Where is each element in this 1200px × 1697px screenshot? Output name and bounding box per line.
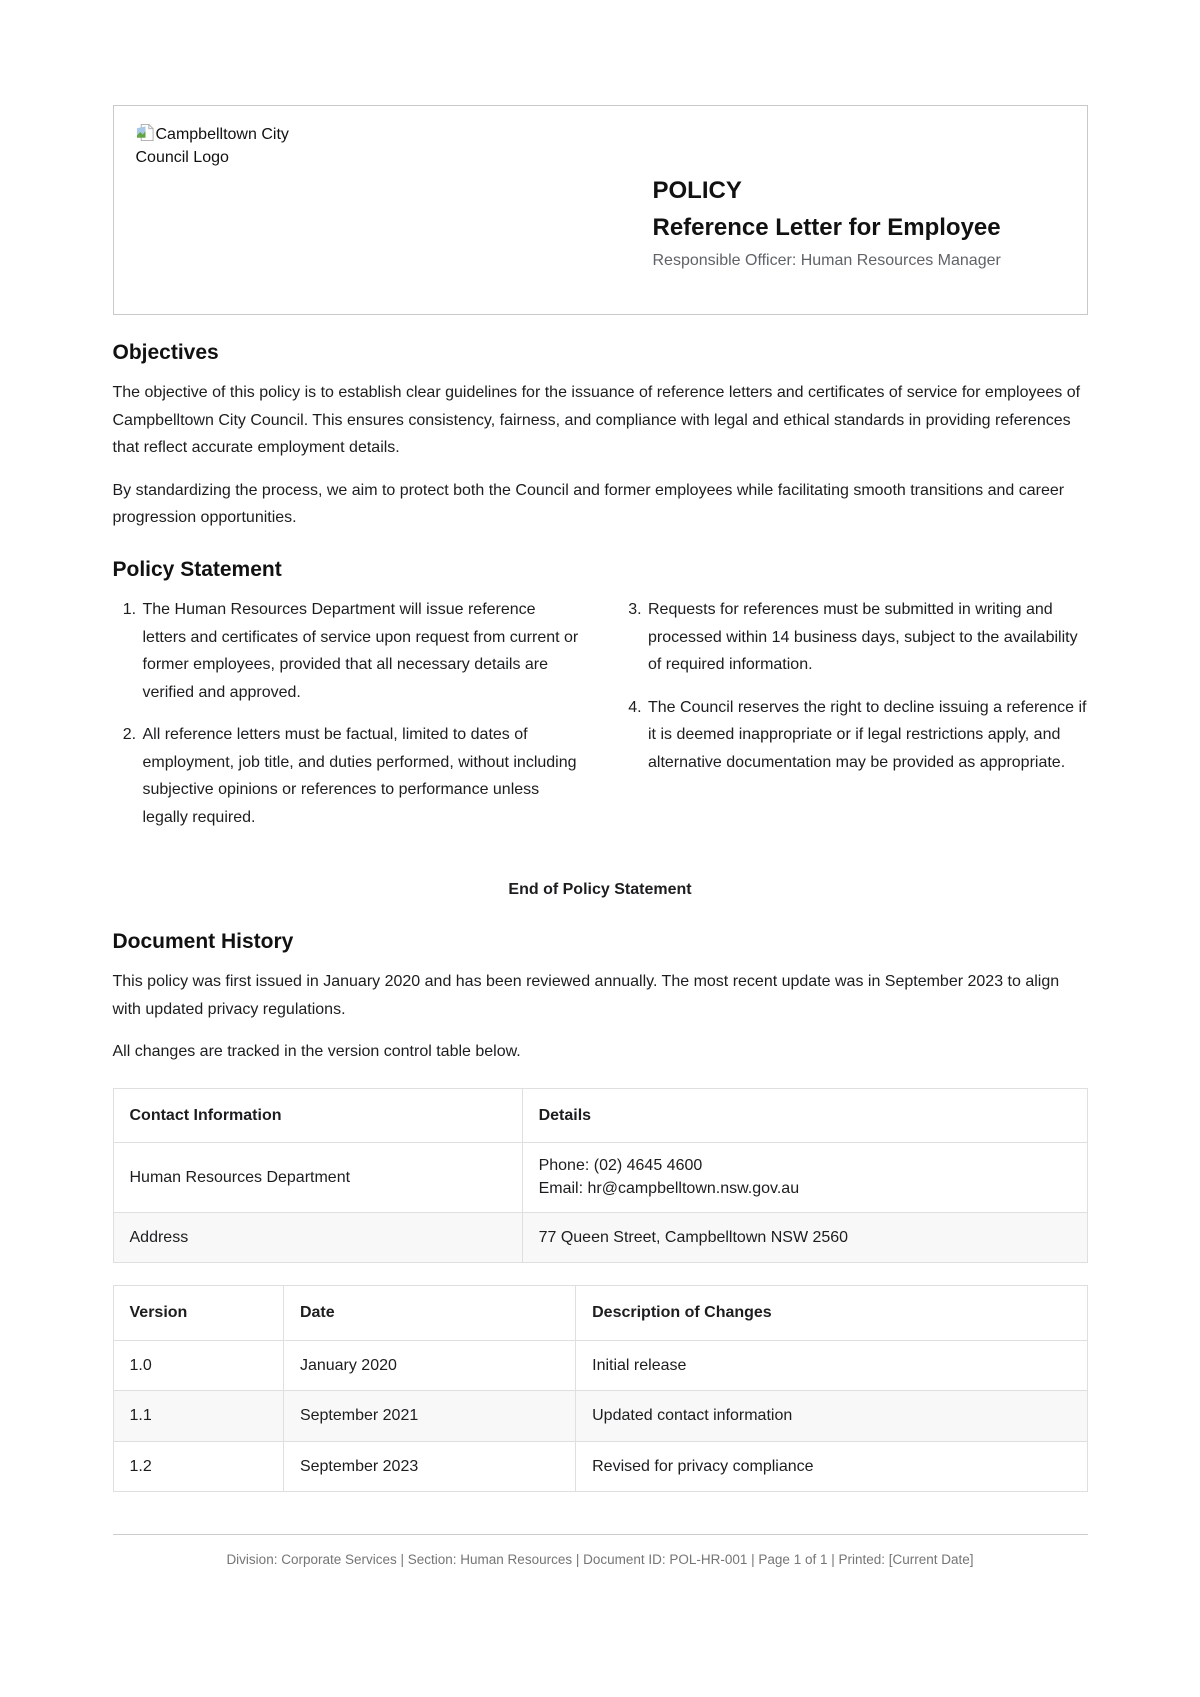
contact-table-header-details: Details <box>522 1088 1087 1143</box>
council-logo <box>136 123 314 169</box>
version-description: Updated contact information <box>576 1391 1087 1442</box>
policy-document <box>113 0 1088 1570</box>
policy-list-right <box>618 596 1088 846</box>
contact-details-hr-department <box>522 1143 1087 1212</box>
contact-table-header-info: Contact Information <box>113 1088 522 1143</box>
policy-list-left <box>113 596 583 846</box>
contact-label-hr-department: Human Resources Department <box>113 1143 522 1212</box>
table-row <box>113 1143 1087 1212</box>
objectives-paragraph-2: By standardizing the process, we aim to protect both the Council and former employees while facilitating smooth transitions and career progression opportunities. <box>112 481 1065 527</box>
version-table-header-description: Description of Changes <box>576 1286 1087 1341</box>
history-paragraph-1: This policy was first issued in January 2020 and has been reviewed annually. The most recent update was in September 2023 to align with updated privacy regulations. <box>112 973 1060 1018</box>
policy-statement-columns <box>113 596 1088 846</box>
table-row <box>113 1441 1087 1492</box>
section-heading-document-history: Document History <box>112 929 294 953</box>
policy-kicker: POLICY <box>652 177 742 205</box>
objectives-paragraph-1: The objective of this policy is to establish clear guidelines for the issuance of reference letters and certificates of service for employees of Campbelltown City Council. This ensures consistency, fairness, and compliance with legal and ethical standards in providing references that reflect accurate employment details. <box>112 384 1081 457</box>
policy-item-3: 3. Requests for references must be submitted in writing and processed within 14 business days, subject to the availability of required information. <box>646 596 1088 679</box>
contact-label-address: Address <box>113 1212 522 1263</box>
phone-line: Phone: (02) 4645 4600 <box>538 1157 703 1175</box>
contact-info-table <box>113 1088 1088 1263</box>
footer-text: Division: Corporate Services | Section: Human Resources | Document ID: POL-HR-001 | Page 1 of 1 | Printed: [Current Date] <box>226 1552 974 1568</box>
version-description: Revised for privacy compliance <box>576 1441 1087 1492</box>
table-row <box>113 1212 1087 1263</box>
responsible-officer: Responsible Officer: Human Resources Manager <box>652 252 1001 270</box>
version-number: 1.1 <box>113 1391 283 1442</box>
policy-item-2: 2. All reference letters must be factual, limited to dates of employment, job title, and duties performed, without including subjective opinions or references to performance unless legally required. <box>141 721 583 831</box>
policy-item-4: 4. The Council reserves the right to decline issuing a reference if it is deemed inappropriate or if legal restrictions apply, and alternative documentation may be provided as appropriate. <box>646 694 1088 777</box>
table-row <box>113 1391 1087 1442</box>
document-header-box <box>113 105 1088 315</box>
document-footer <box>113 1534 1088 1570</box>
version-table-header-date: Date <box>283 1286 575 1341</box>
version-number: 1.0 <box>113 1340 283 1391</box>
section-heading-policy-statement: Policy Statement <box>112 557 282 581</box>
email-line: Email: hr@campbelltown.nsw.gov.au <box>538 1180 800 1198</box>
document-title: Reference Letter for Employee <box>652 214 1001 242</box>
version-table-header-version: Version <box>113 1286 283 1341</box>
version-history-table <box>113 1285 1088 1492</box>
version-description: Initial release <box>576 1340 1087 1391</box>
version-date: September 2021 <box>283 1391 575 1442</box>
section-heading-objectives: Objectives <box>112 341 219 364</box>
table-row <box>113 1340 1087 1391</box>
version-date: September 2023 <box>283 1441 575 1492</box>
title-block <box>653 176 1065 272</box>
history-paragraph-2: All changes are tracked in the version control table below. <box>112 1043 521 1061</box>
version-number: 1.2 <box>113 1441 283 1492</box>
logo-alt-text: Campbelltown City Council Logo <box>135 126 289 166</box>
version-table-header-row <box>113 1286 1087 1341</box>
end-of-policy-statement: End of Policy Statement <box>508 881 692 899</box>
address-line: 77 Queen Street, Campbelltown NSW 2560 <box>538 1228 849 1246</box>
version-date: January 2020 <box>283 1340 575 1391</box>
broken-image-icon <box>136 123 155 142</box>
contact-table-header-row <box>113 1088 1087 1143</box>
contact-details-address <box>522 1212 1087 1263</box>
policy-item-1: 1. The Human Resources Department will issue reference letters and certificates of service upon request from current or former employees, provided that all necessary details are verified and approved. <box>141 596 583 706</box>
